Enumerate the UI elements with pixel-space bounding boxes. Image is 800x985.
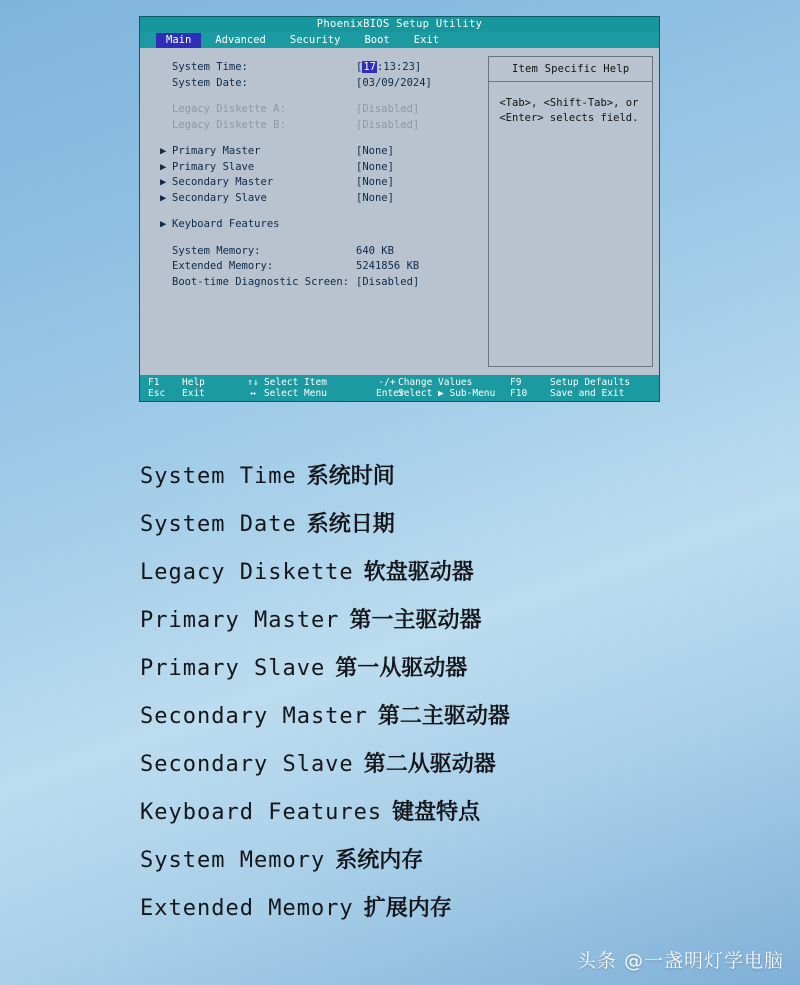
help-line-1: <Tab>, <Shift-Tab>, or bbox=[499, 97, 639, 109]
watermark: 头条 @一盏明灯学电脑 bbox=[576, 950, 784, 972]
bios-field-label-text: Keyboard Features bbox=[172, 218, 280, 230]
bios-field-value[interactable]: 640 KB bbox=[356, 244, 394, 257]
bios-field-row[interactable] bbox=[160, 244, 480, 260]
bios-field-label bbox=[160, 191, 356, 207]
glossary-term-en: Secondary Master bbox=[140, 704, 368, 729]
bios-setup-window bbox=[140, 17, 659, 401]
bios-field-row[interactable] bbox=[160, 76, 480, 92]
bios-field-row[interactable] bbox=[160, 60, 480, 76]
glossary-term-zh: 第一主驱动器 bbox=[349, 608, 482, 633]
bios-menu-bar[interactable] bbox=[140, 32, 659, 48]
bios-field-value[interactable]: [None] bbox=[356, 160, 394, 173]
key-f1-label: Help bbox=[182, 377, 205, 388]
glossary-row bbox=[140, 836, 740, 884]
time-hour-highlighted[interactable]: 17 bbox=[363, 61, 376, 73]
glossary-row bbox=[140, 884, 740, 932]
glossary-term-en: System Date bbox=[140, 512, 297, 537]
time-minutes-seconds[interactable]: :13:23] bbox=[376, 61, 422, 73]
help-line-2: <Enter> selects field. bbox=[499, 112, 639, 124]
help-panel-text bbox=[489, 82, 652, 126]
bios-field-row[interactable] bbox=[160, 191, 480, 207]
bios-field-row[interactable] bbox=[160, 102, 480, 118]
key-f10[interactable]: F10 bbox=[510, 388, 528, 399]
bios-menu-security[interactable]: Security bbox=[289, 33, 341, 46]
bios-field-label: System Memory: bbox=[172, 244, 261, 257]
main-settings-panel bbox=[146, 56, 484, 369]
bios-menu-main[interactable]: Main bbox=[156, 33, 201, 48]
glossary-row bbox=[140, 452, 740, 500]
glossary-term-zh: 键盘特点 bbox=[392, 800, 481, 825]
glossary-row bbox=[140, 788, 740, 836]
field-spacer bbox=[160, 206, 480, 217]
change-values-label: Change Values bbox=[398, 377, 473, 388]
bios-body bbox=[140, 48, 659, 375]
bios-field-label: System Date: bbox=[172, 76, 248, 89]
select-submenu-label: Select ▶ Sub-Menu bbox=[398, 388, 496, 399]
glossary-term-en: System Time bbox=[140, 464, 297, 489]
save-and-exit-label: Save and Exit bbox=[550, 388, 625, 399]
bios-field-label bbox=[160, 160, 356, 176]
glossary-term-en: Primary Slave bbox=[140, 656, 326, 681]
bios-field-value[interactable]: [None] bbox=[356, 145, 394, 157]
submenu-arrow-icon: ▶ bbox=[160, 191, 167, 204]
bios-menu-boot[interactable]: Boot bbox=[364, 33, 390, 46]
bios-field-row[interactable] bbox=[160, 217, 480, 233]
bios-field-value[interactable]: 5241856 KB bbox=[356, 260, 420, 272]
glossary-term-zh: 扩展内存 bbox=[363, 896, 452, 921]
field-spacer bbox=[160, 133, 480, 144]
setup-defaults-label: Setup Defaults bbox=[550, 377, 631, 388]
bios-field-row[interactable] bbox=[160, 144, 480, 160]
select-menu-label: Select Menu bbox=[264, 388, 327, 399]
bios-field-row[interactable] bbox=[160, 175, 480, 191]
help-panel-title: Item Specific Help bbox=[489, 57, 652, 82]
bios-field-label: Boot-time Diagnostic Screen: bbox=[172, 275, 350, 288]
submenu-arrow-icon: ▶ bbox=[160, 218, 167, 230]
bios-field-value[interactable]: [03/09/2024] bbox=[356, 76, 432, 89]
bios-field-value[interactable]: [None] bbox=[356, 191, 394, 204]
glossary-term-en: Primary Master bbox=[140, 608, 340, 633]
bios-menu-exit[interactable]: Exit bbox=[413, 33, 440, 46]
footer-row-2 bbox=[148, 388, 653, 399]
minus-plus-keys[interactable]: -/+ bbox=[378, 377, 396, 388]
bios-field-value[interactable]: [Disabled] bbox=[356, 118, 420, 131]
submenu-arrow-icon: ▶ bbox=[160, 145, 167, 157]
bios-field-label-text: Secondary Master bbox=[172, 176, 274, 188]
glossary-term-en: Extended Memory bbox=[140, 896, 354, 921]
glossary-term-zh: 系统内存 bbox=[335, 848, 424, 873]
bios-field-label bbox=[160, 217, 356, 233]
bios-field-label: Extended Memory: bbox=[172, 260, 274, 272]
bios-field-row[interactable] bbox=[160, 259, 480, 275]
key-enter[interactable]: Enter bbox=[376, 388, 405, 399]
field-spacer bbox=[160, 233, 480, 244]
bios-field-label bbox=[160, 175, 356, 191]
glossary-list bbox=[140, 452, 740, 932]
bios-footer-keybar bbox=[140, 375, 659, 401]
glossary-row bbox=[140, 548, 740, 596]
bios-field-label-text: Primary Slave bbox=[172, 160, 255, 173]
bios-field-label: Legacy Diskette B: bbox=[172, 118, 286, 131]
glossary-term-zh: 系统日期 bbox=[306, 512, 395, 537]
glossary-term-zh: 软盘驱动器 bbox=[363, 560, 474, 585]
bios-field-row[interactable] bbox=[160, 275, 480, 291]
item-specific-help-panel bbox=[488, 56, 653, 367]
key-f1[interactable]: F1 bbox=[148, 377, 160, 388]
bios-field-value[interactable] bbox=[356, 60, 421, 76]
bios-field-row[interactable] bbox=[160, 118, 480, 134]
glossary-term-en: Legacy Diskette bbox=[140, 560, 354, 585]
glossary-row bbox=[140, 692, 740, 740]
leftright-arrow-icon: ↔ bbox=[250, 388, 256, 399]
glossary-term-zh: 第一从驱动器 bbox=[335, 656, 468, 681]
glossary-row bbox=[140, 500, 740, 548]
select-item-label: Select Item bbox=[264, 377, 327, 388]
glossary-row bbox=[140, 740, 740, 788]
glossary-row bbox=[140, 596, 740, 644]
bios-field-row[interactable] bbox=[160, 160, 480, 176]
bios-field-label: System Time: bbox=[172, 61, 248, 73]
bios-field-value[interactable]: [Disabled] bbox=[356, 103, 420, 115]
glossary-term-zh: 第二主驱动器 bbox=[377, 704, 510, 729]
bios-field-value[interactable]: [Disabled] bbox=[356, 275, 420, 288]
glossary-term-en: System Memory bbox=[140, 848, 326, 873]
bios-field-value[interactable]: [None] bbox=[356, 176, 394, 188]
submenu-arrow-icon: ▶ bbox=[160, 160, 167, 173]
glossary-term-en: Keyboard Features bbox=[140, 800, 383, 825]
field-spacer bbox=[160, 91, 480, 102]
bios-title: PhoenixBIOS Setup Utility bbox=[140, 17, 659, 32]
key-esc-label: Exit bbox=[182, 388, 205, 399]
footer-row-1 bbox=[148, 377, 653, 388]
key-esc[interactable]: Esc bbox=[148, 388, 166, 399]
updown-arrow-icon: ↑↓ bbox=[247, 377, 259, 388]
bios-field-label-text: Primary Master bbox=[172, 145, 261, 157]
glossary-row bbox=[140, 644, 740, 692]
glossary-term-en: Secondary Slave bbox=[140, 752, 354, 777]
bios-field-label-text: Secondary Slave bbox=[172, 191, 267, 204]
time-bracket-open: [ bbox=[356, 61, 363, 73]
key-f9[interactable]: F9 bbox=[510, 377, 522, 388]
submenu-arrow-icon: ▶ bbox=[160, 176, 167, 188]
bios-menu-advanced[interactable]: Advanced bbox=[215, 33, 266, 46]
glossary-term-zh: 第二从驱动器 bbox=[363, 752, 496, 777]
bios-field-label bbox=[160, 144, 356, 160]
bios-field-label: Legacy Diskette A: bbox=[172, 103, 286, 115]
glossary-term-zh: 系统时间 bbox=[306, 464, 395, 489]
